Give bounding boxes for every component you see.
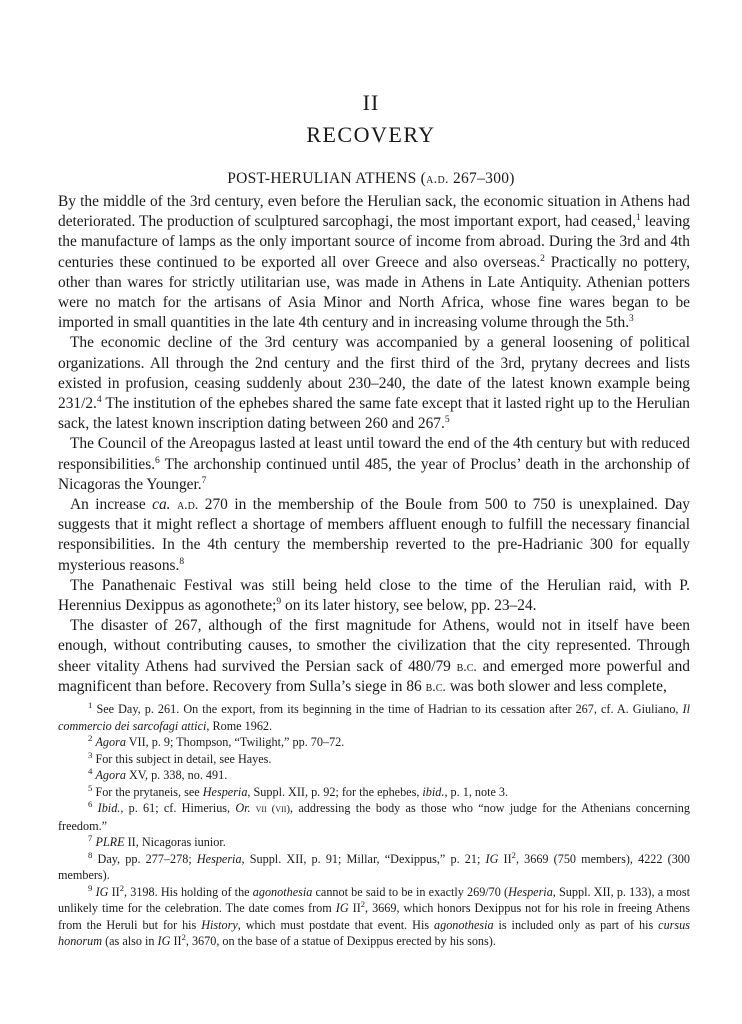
text-run: For this subject in detail, see Hayes.: [92, 751, 272, 766]
text-run: is included only as part of his: [493, 917, 659, 932]
era-abbrev: b.c.: [425, 678, 446, 694]
footnote-ref-3[interactable]: 3: [629, 313, 634, 325]
text-run: , 3670, on the base of a statue of Dexippus erected by his sons).: [185, 934, 496, 948]
paragraph-2: [58, 333, 690, 434]
footnote-number: 7: [88, 832, 93, 843]
text-run: Day, pp. 277–278;: [92, 851, 197, 866]
footnote-number: 4: [88, 765, 93, 776]
section-date-range: 267–300): [448, 170, 515, 187]
footnote-ref-7[interactable]: 7: [201, 474, 207, 486]
section-title: [0, 170, 742, 188]
italic-run: agonothesia: [434, 917, 494, 932]
era-abbrev: a.d.: [176, 497, 199, 513]
paragraph-3: [58, 434, 690, 495]
italic-run: Hesperia: [508, 884, 553, 899]
footnote-ref-9[interactable]: 9: [276, 595, 282, 607]
text-run: The disaster of 267, although of the first magnitude for Athens, would not in itself have been enough, without contributing causes, to smother the civilization that the city represented. Through sheer vitality Athens had survived the Persian sack of 480/79: [58, 617, 690, 675]
section-title-text: POST-HERULIAN ATHENS (: [227, 170, 427, 187]
era-abbrev: b.c.: [456, 658, 477, 674]
text-run: and emerged more powerful and magnificent than before. Recovery from Sulla’s siege in 86: [58, 657, 690, 695]
text-run: Practically no pottery, other than wares for strictly utilitarian use, was made in Athens in Late Antiquity. Athenian potters were no match for the artisans of Asia Minor and North Africa, whose fine wares began to be imported in small quantities in the late 4th century and in increasing volume through the 5th.: [58, 253, 690, 332]
footnote-ref-2[interactable]: 2: [540, 252, 545, 264]
italic-run: Il commercio dei sarcofagi attici: [58, 702, 690, 733]
text-run: By the middle of the 3rd century, even before the Herulian sack, the economic situation in Athens had deteriorated. The production of sculptured sarcophagi, the most important export, had ceased,: [58, 193, 690, 231]
italic-run: IG: [335, 901, 349, 915]
text-run: XV, p. 338, no. 491.: [125, 768, 228, 782]
italic-run: History: [201, 917, 238, 932]
small-caps-run: vii (vii): [250, 803, 291, 815]
italic-run: PLRE: [95, 835, 125, 849]
superscript: 2: [181, 931, 186, 942]
footnote-ref-4[interactable]: 4: [96, 393, 102, 405]
text-run: , Suppl. XII, p. 92; for the ephebes,: [247, 784, 423, 799]
italic-run: Or.: [235, 801, 251, 815]
text-run: II: [348, 901, 361, 915]
italic-run: Ibid.: [97, 801, 121, 815]
footnote-ref-6[interactable]: 6: [155, 454, 160, 466]
text-run: , Suppl. XII, p. 133), a most unlikely time for the celebration. The date comes from: [58, 884, 690, 915]
italic-run: cursus honorum: [58, 917, 690, 948]
text-run: The institution of the ephebes shared the same fate except that it lasted right up to the Herulian sack, the latest known inscription dating between 260 and 267.: [58, 395, 690, 433]
main-text: [58, 192, 690, 697]
footnote-9: [58, 884, 690, 950]
italic-run: IG: [485, 851, 499, 866]
chapter-number: II: [362, 90, 380, 115]
superscript: 2: [360, 898, 366, 909]
text-run: , p. 61; cf. Himerius,: [120, 801, 236, 815]
paragraph-4: [58, 495, 690, 576]
text-run: For the prytaneis, see: [92, 784, 203, 799]
footnote-6: [58, 800, 690, 834]
text-run: An increase: [70, 496, 153, 514]
text-run: , Rome 1962.: [206, 718, 273, 733]
italic-run: IG: [157, 934, 171, 948]
text-run: II: [170, 934, 182, 948]
footnote-number: 9: [88, 882, 93, 893]
section-date-era: a.d.: [426, 172, 449, 187]
text-run: The economic decline of the 3rd century was accompanied by a general loosening of political organizations. All through the 2nd century and the first third of the 3rd, prytany decrees and lists existed in profusion, ceasing suddenly about 230–240, the date of the latest known example being 231/2.: [58, 334, 690, 413]
footnote-number: 6: [88, 798, 93, 809]
footnote-ref-8[interactable]: 8: [179, 555, 185, 567]
footnote-number: 1: [88, 699, 93, 710]
text-run: II, Nicagoras iunior.: [124, 835, 226, 849]
italic-run: IG: [95, 884, 109, 899]
paragraph-5: [58, 576, 690, 616]
text-run: cannot be said to be in exactly 269/70 (: [312, 884, 509, 899]
footnote-number: 2: [88, 732, 93, 743]
text-run: The archonship continued until 485, the year of Proclus’ death in the archonship of Nicagoras the Younger.: [58, 455, 690, 493]
text-run: , Suppl. XII, p. 91; Millar, “Dexippus,” p. 21;: [241, 851, 486, 866]
text-run: II: [108, 884, 120, 899]
footnote-8: [58, 851, 690, 884]
text-run: on its later history, see below, pp. 23–24.: [281, 597, 537, 615]
footnote-ref-1[interactable]: 1: [635, 212, 641, 224]
text-run: was both slower and less complete,: [445, 677, 667, 695]
text-run: , p. 1, note 3.: [444, 784, 509, 799]
paragraph-6: [58, 616, 690, 697]
text-run: (as also in: [102, 934, 158, 948]
text-run: See Day, p. 261. On the export, from its beginning in the time of Hadrian to its cessation after 267, cf. A. Giuliano,: [92, 702, 683, 716]
italic-run: Agora: [95, 735, 126, 749]
italic-run: ca.: [152, 496, 171, 514]
footnote-3: [58, 751, 690, 768]
text-run: 270 in the membership of the Boule from 500 to 750 is unexplained. Day suggests that it might reflect a shortage of members affluent enough to fulfill the necessary financial responsibilities. In the 4th century the membership reverted to the pre-Hadrianic 300 for equally mysterious reasons.: [58, 496, 690, 574]
footnotes: [58, 701, 690, 950]
italic-run: Hesperia: [196, 851, 242, 866]
paragraph-1: [58, 192, 690, 333]
text-run: , 3669, which honors Dexippus not for his role in freeing Athens from the Heruli but for his: [58, 901, 690, 932]
italic-run: Hesperia: [202, 784, 248, 799]
chapter-title: RECOVERY: [306, 122, 436, 147]
text-run: , 3198. His holding of the: [124, 884, 253, 899]
text-run: , 3669 (750 members), 4222 (300 members).: [58, 851, 690, 882]
italic-run: Agora: [95, 768, 126, 782]
footnote-number: 3: [88, 749, 93, 760]
footnote-ref-5[interactable]: 5: [444, 414, 450, 426]
text-run: II: [498, 851, 512, 866]
text-run: The Council of the Areopagus lasted at least until toward the end of the 4th century but with reduced responsibilities.: [58, 435, 690, 473]
text-run: , which must postdate that event. His: [237, 917, 434, 932]
text-run: leaving the manufacture of lamps as the only important source of income from abroad. During the 3rd and 4th centuries these continued to be exported all over Greece and also overseas.: [58, 213, 690, 271]
footnote-4: [58, 767, 690, 784]
text-run: VII, p. 9; Thompson, “Twilight,” pp. 70–72.: [125, 735, 345, 749]
footnote-5: [58, 784, 690, 801]
footnote-number: 5: [88, 782, 93, 793]
text-run: The Panathenaic Festival was still being held close to the time of the Herulian raid, with P. Herennius Dexippus as agonothete;: [58, 576, 690, 615]
footnote-number: 8: [88, 849, 93, 860]
italic-run: agonothesia: [252, 884, 313, 899]
text-run: , addressing the body as those who “now judge for the Athenians concerning freedom.”: [58, 801, 690, 833]
italic-run: ibid.: [422, 784, 445, 799]
superscript: 2: [511, 849, 516, 860]
footnote-2: [58, 734, 690, 751]
footnote-1: [58, 701, 690, 734]
footnote-7: [58, 834, 690, 851]
superscript: 2: [119, 882, 125, 893]
